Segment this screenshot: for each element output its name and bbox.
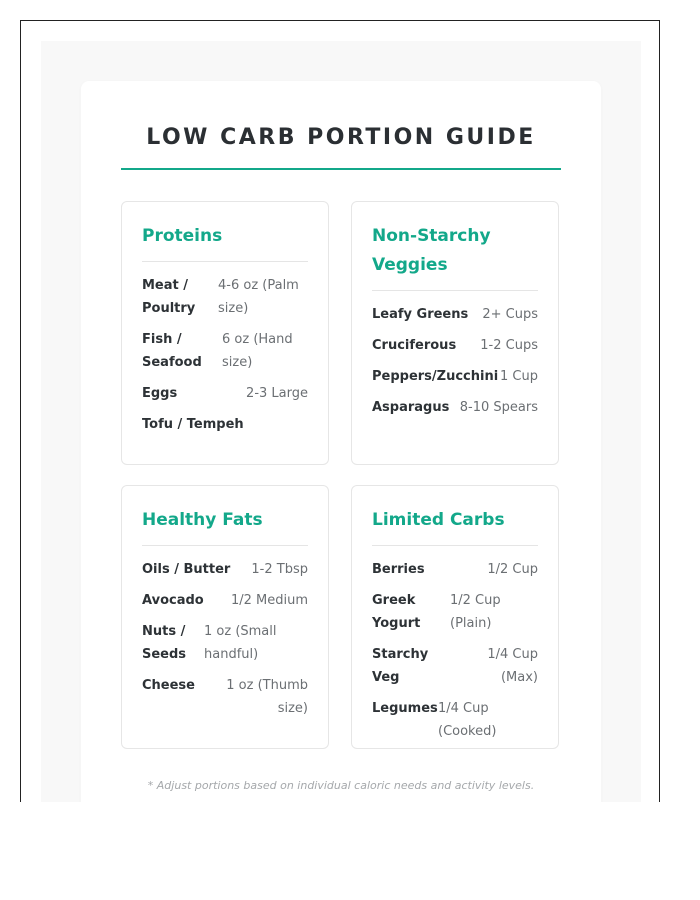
- list-item: [372, 334, 538, 357]
- item-value: 8-10 Spears: [459, 400, 538, 415]
- item-value: 1 Cup: [500, 369, 538, 384]
- item-value: 1/2 Cup (Plain): [450, 593, 501, 631]
- section-healthy-fats: [121, 485, 329, 749]
- item-label: Cheese: [142, 678, 195, 693]
- page-background: [41, 41, 641, 802]
- section-title: Proteins: [142, 202, 308, 262]
- item-value: 6 oz (Hand size): [222, 332, 293, 370]
- item-label: Greek Yogurt: [372, 593, 421, 631]
- list-item: [372, 643, 538, 689]
- list-item: [372, 697, 538, 743]
- item-value: 2-3 Large: [246, 386, 308, 401]
- list-item: [372, 589, 538, 635]
- item-value: 1 oz (Small handful): [204, 624, 277, 662]
- item-label: Tofu / Tempeh: [142, 417, 244, 432]
- section-title: Limited Carbs: [372, 486, 538, 546]
- list-item: [372, 558, 538, 581]
- item-value: 1/2 Medium: [230, 593, 308, 608]
- page-frame: [20, 20, 660, 802]
- section-limited-carbs: [351, 485, 559, 749]
- item-label: Oils / Butter: [142, 562, 231, 577]
- item-value: 2+ Cups: [482, 307, 538, 322]
- list-item: [372, 303, 538, 326]
- list-item: [372, 396, 538, 419]
- list-item: [142, 674, 308, 720]
- item-value: 1/4 Cup (Cooked): [438, 701, 497, 739]
- list-item: [142, 328, 308, 374]
- list-item: [142, 558, 308, 581]
- item-value: 4-6 oz (Palm size): [218, 278, 299, 316]
- item-label: Cruciferous: [372, 338, 457, 353]
- item-label: Fish / Seafood: [142, 332, 202, 370]
- item-label: Nuts / Seeds: [142, 624, 187, 662]
- section-title: Healthy Fats: [142, 486, 308, 546]
- list-item: [142, 413, 308, 436]
- item-value: 1/4 Cup (Max): [487, 647, 538, 685]
- footnote: * Adjust portions based on individual caloric needs and activity levels.: [147, 779, 535, 792]
- item-value: 1/2 Cup: [487, 562, 538, 577]
- title-underline: [121, 168, 561, 170]
- item-label: Starchy Veg: [372, 647, 429, 685]
- section-proteins: [121, 201, 329, 465]
- item-label: Legumes: [372, 701, 438, 716]
- item-label: Avocado: [142, 593, 204, 608]
- list-item: [372, 365, 538, 388]
- list-item: [142, 382, 308, 405]
- item-label: Asparagus: [372, 400, 450, 415]
- page-title: LOW CARB PORTION GUIDE: [146, 125, 536, 150]
- section-non-starchy-veggies: [351, 201, 559, 465]
- item-label: Leafy Greens: [372, 307, 469, 322]
- section-title: Non-Starchy Veggies: [372, 202, 538, 291]
- list-item: [142, 274, 308, 320]
- item-label: Meat / Poultry: [142, 278, 196, 316]
- item-value: 1 oz (Thumb size): [226, 678, 308, 716]
- item-value: 1-2 Cups: [480, 338, 538, 353]
- item-label: Eggs: [142, 386, 178, 401]
- item-label: Peppers/Zucchini: [372, 369, 499, 384]
- item-label: Berries: [372, 562, 425, 577]
- list-item: [142, 589, 308, 612]
- item-value: 1-2 Tbsp: [251, 562, 308, 577]
- guide-card: [81, 81, 601, 802]
- list-item: [142, 620, 308, 666]
